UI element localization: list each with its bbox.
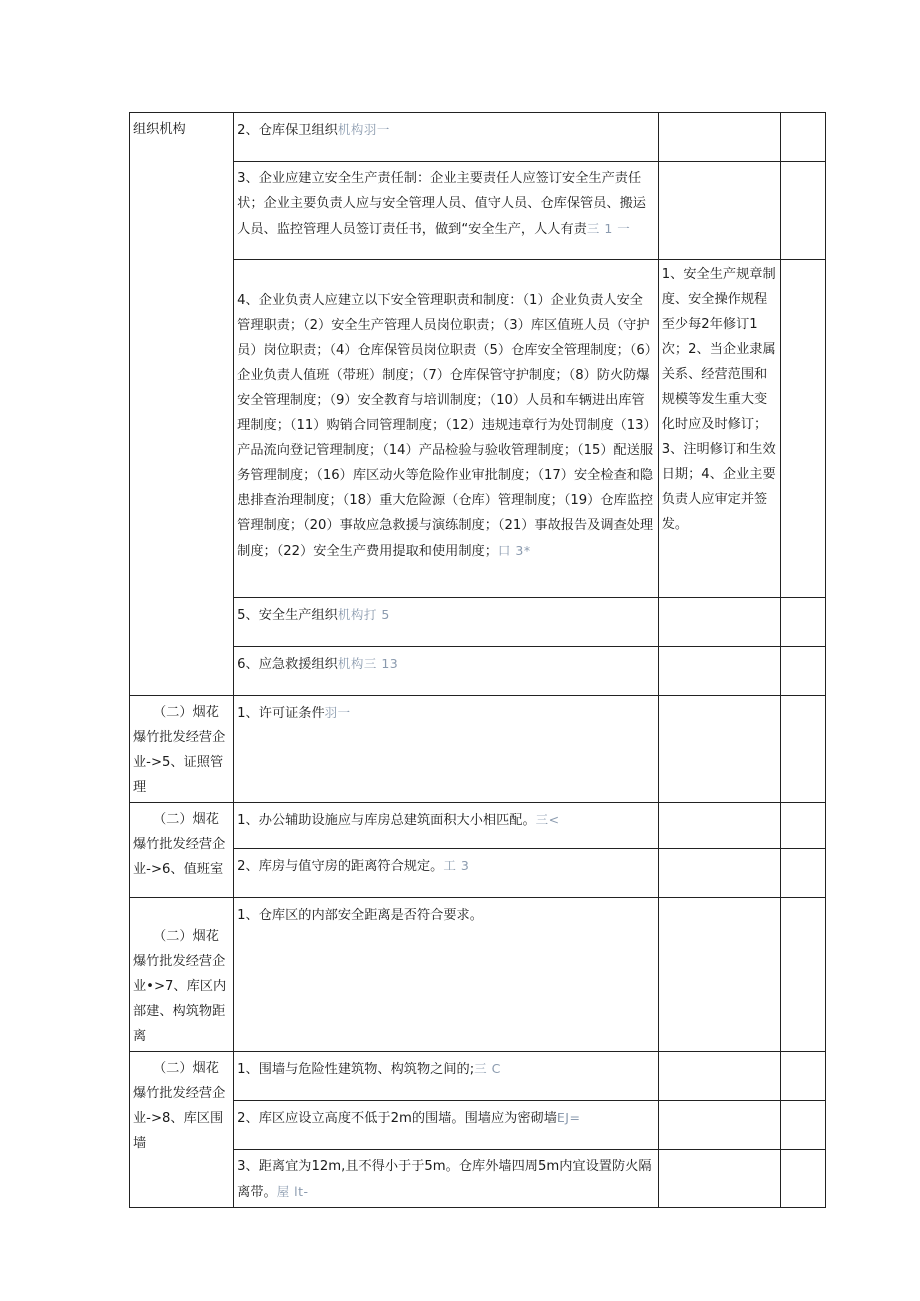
score-cell [780,898,825,1052]
note-cell [658,1150,780,1208]
score-cell [780,1150,825,1208]
item-cell: 3、企业应建立安全生产责任制：企业主要责任人应签订安全生产责任状；企业主要负责人应与安全管理人员、值守人员、仓库保管员、搬运人员、监控管理人员签订责任书，做到“安全生产，人人有责三 1 一 [234,162,659,260]
ocr-artifact: 三 1 一 [586,221,631,236]
note-cell [658,260,780,598]
note-cell [658,1052,780,1101]
table-row [130,803,826,849]
table-row [130,1052,826,1101]
score-cell [780,260,825,598]
item-cell: 6、应急救援组织机构三 13 [234,647,659,696]
item-cell: 4、企业负责人应建立以下安全管理职责和制度：（1）企业负责人安全管理职责；（2）安全生产管理人员岗位职责；（3）库区值班人员（守护员）岗位职责；（4）仓库保管员岗位职责（5）仓库安全管理制度；（6）企业负责人值班（带班）制度；（7）仓库保管守护制度；（8）防火防爆安全管理制度；（9）安全教育与培训制度；（10）人员和车辆进出库管理制度；（11）购销合同管理制度；（12）违规违章行为处罚制度（13）产品流向登记管理制度；（14）产品检验与验收管理制度；（15）配送服务管理制度；（16）库区动火等危险作业审批制度；（17）安全检查和隐患排查治理制度；（18）重大危险源（仓库）管理制度；（19）仓库监控管理制度；（20）事故应急救援与演练制度；（21）事故报告及调查处理制度；（22）安全生产费用提取和使用制度；口 3* [234,260,659,598]
item-cell: 2、仓库保卫组织机构羽一 [234,113,659,162]
ocr-artifact: 羽一 [324,705,351,720]
category-cell: （二）烟花爆竹批发经营企业->5、证照管理 [130,696,234,803]
item-cell: 3、距离宜为12m,且不得小于于5m。仓库外墙四周5m内宜设置防火隔离带。屋 lt- [234,1150,659,1208]
score-cell [780,803,825,849]
note-cell [658,849,780,898]
ocr-artifact: EJ= [556,1110,581,1125]
ocr-artifact: 三 C [474,1061,501,1076]
note-cell [658,162,780,260]
ocr-artifact: 屋 lt- [276,1184,309,1199]
ocr-artifact: 机构羽一 [337,122,390,137]
table-row [130,162,826,260]
score-cell [780,1101,825,1150]
table-row [130,898,826,1052]
note-cell [658,113,780,162]
item-cell: 1、仓库区的内部安全距离是否符合要求。 [234,898,659,1052]
table-row [130,1150,826,1208]
ocr-artifact: 机构打 5 [337,607,390,622]
table-row [130,1101,826,1150]
item-cell: 5、安全生产组织机构打 5 [234,598,659,647]
score-cell [780,1052,825,1101]
score-cell [780,647,825,696]
item-cell: 1、许可证条件羽一 [234,696,659,803]
item-cell: 1、办公辅助设施应与库房总建筑面积大小相匹配。三< [234,803,659,849]
ocr-artifact: 口 3* [497,543,531,558]
revision-note: 1、安全生产规章制度、安全操作规程至少每2年修订1次；2、当企业隶属关系、经营范围和规模等发生重大变化时应及时修订；3、注明修订和生效日期；4、企业主要负责人应审定并签发。 [661,267,776,532]
category-cell: 组织机构 [130,113,234,696]
note-cell [658,1101,780,1150]
ocr-artifact: 工 3 [443,858,470,873]
ocr-artifact: 三< [535,812,560,827]
note-cell [658,898,780,1052]
note-cell [658,647,780,696]
item-cell: 2、库区应设立高度不低于2m的围墙。围墙应为密砌墙EJ= [234,1101,659,1150]
table-row [130,260,826,598]
item-cell: 1、围墙与危险性建筑物、构筑物之间的;三 C [234,1052,659,1101]
score-cell [780,162,825,260]
ocr-artifact: 机构三 13 [337,656,399,671]
category-cell: （二）烟花爆竹批发经营企业->8、库区围墙 [130,1052,234,1208]
inspection-table [129,112,826,1208]
note-cell [658,696,780,803]
table-row [130,598,826,647]
table-row [130,849,826,898]
table-row [130,113,826,162]
score-cell [780,696,825,803]
note-cell [658,598,780,647]
table-row [130,647,826,696]
category-cell: （二）烟花爆竹批发经营企业->6、值班室 [130,803,234,898]
score-cell [780,849,825,898]
note-cell [658,803,780,849]
table-row [130,696,826,803]
item-cell: 2、库房与值守房的距离符合规定。工 3 [234,849,659,898]
score-cell [780,598,825,647]
score-cell [780,113,825,162]
category-cell: （二）烟花爆竹批发经营企业•>7、库区内部建、构筑物距离 [130,898,234,1052]
